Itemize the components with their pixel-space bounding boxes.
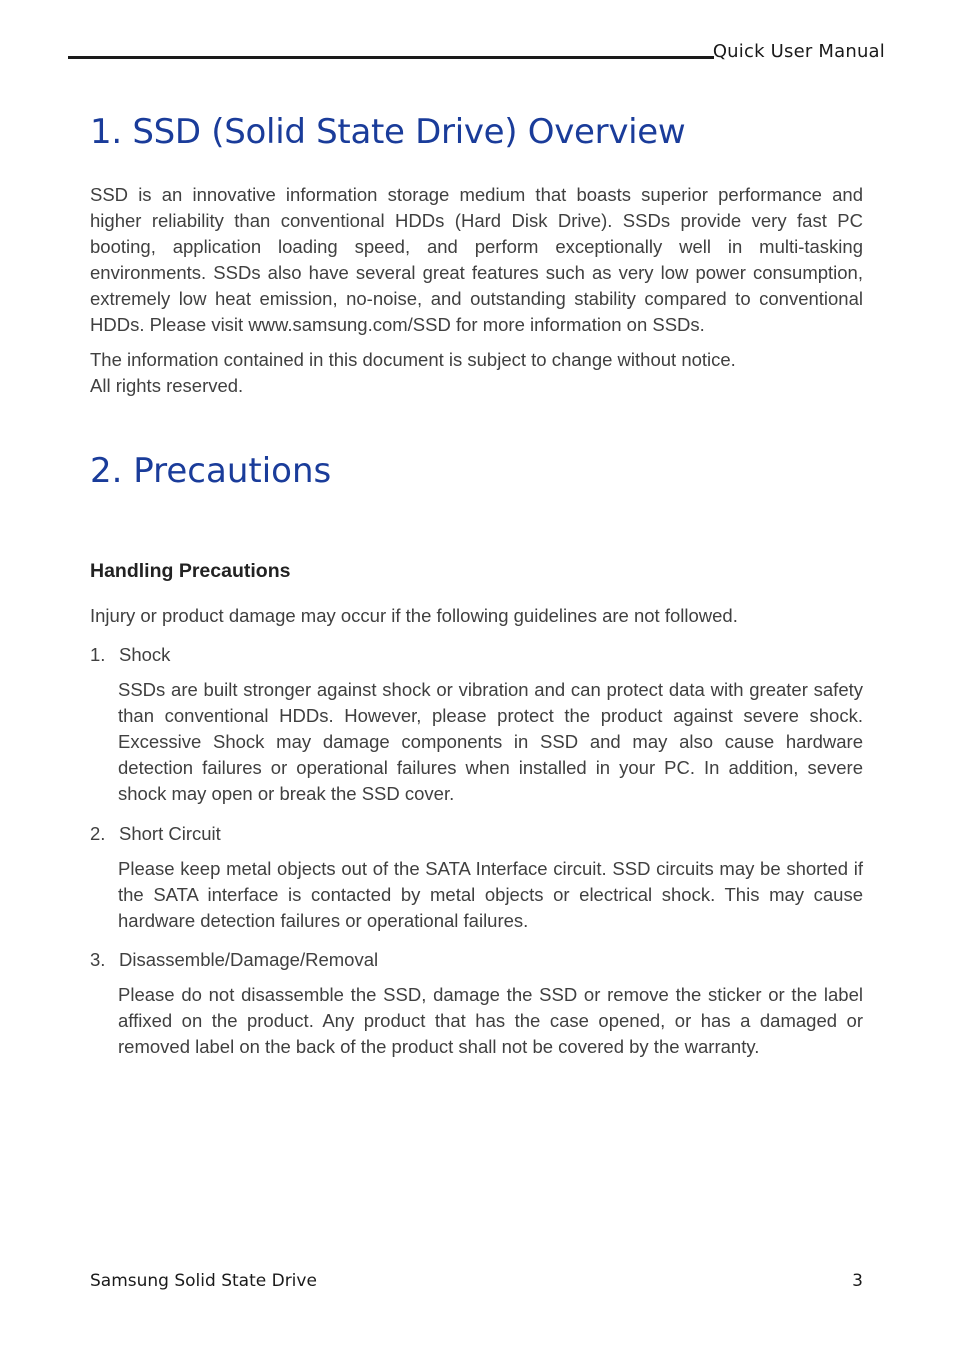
section-heading-precautions: 2. Precautions — [90, 451, 332, 491]
subheading-handling-precautions: Handling Precautions — [90, 560, 291, 582]
list-item-label: Short Circuit — [119, 823, 221, 844]
list-item-number: 3. — [90, 949, 106, 970]
list-item-label: Disassemble/Damage/Removal — [119, 949, 379, 970]
list-item-title — [90, 947, 378, 973]
notice-line-1: The information contained in this document is subject to change without notice. — [90, 349, 736, 370]
section-heading-overview: 1. SSD (Solid State Drive) Overview — [90, 112, 686, 152]
list-item-label: Shock — [119, 644, 171, 665]
list-item-body: SSDs are built stronger against shock or vibration and can protect data with greater safety than conventional HDDs. However, please protect the product against severe shock. Excessive Shock may damage components in SSD and may also cause hardware detection failures or operational failures when installed in your PC. In addition, severe shock may open or break the SSD cover. — [118, 679, 863, 804]
list-item-number: 1. — [90, 644, 106, 665]
list-item-number: 2. — [90, 823, 106, 844]
page-number: 3 — [852, 1271, 863, 1291]
footer-product-name: Samsung Solid State Drive — [90, 1271, 317, 1291]
notice-paragraph — [90, 347, 863, 399]
header-rule — [68, 56, 714, 59]
header-title: Quick User Manual — [712, 41, 885, 62]
list-item-body: Please do not disassemble the SSD, damage the SSD or remove the sticker or the label affixed on the product. Any product that has the case opened, or has a damaged or removed label on the back of the product shall not be covered by the warranty. — [118, 984, 863, 1057]
list-item-title — [90, 821, 221, 847]
list-item-body: Please keep metal objects out of the SATA Interface circuit. SSD circuits may be shorted if the SATA interface is contacted by metal objects or electrical shock. This may cause hardware detection failures or operational failures. — [118, 858, 863, 931]
list-item-title — [90, 642, 170, 668]
overview-paragraph: SSD is an innovative information storage medium that boasts superior performance and higher reliability than conventional HDDs (Hard Disk Drive). SSDs provide very fast PC booting, application loading speed, and perform exceptionally well in multi-tasking environments. SSDs also have several great features such as very low power consumption, extremely low heat emission, no-noise, and outstanding stability compared to conventional HDDs. Please visit www.samsung.com/SSD for more information on SSDs. — [90, 184, 863, 335]
notice-line-2: All rights reserved. — [90, 375, 244, 396]
precautions-intro: Injury or product damage may occur if the following guidelines are not followed. — [90, 605, 738, 626]
